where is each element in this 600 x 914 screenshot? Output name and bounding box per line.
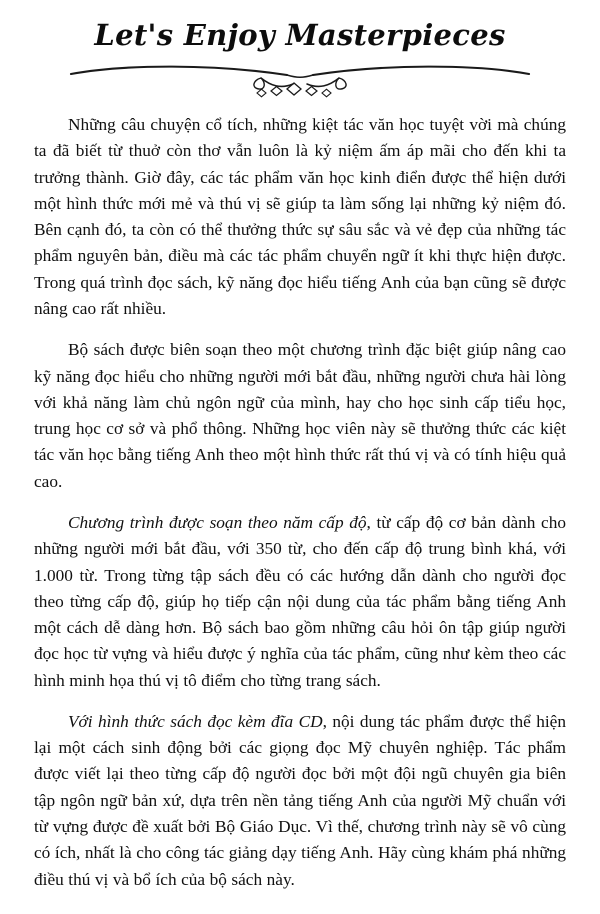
- paragraph-3-text: , từ cấp độ cơ bản dành cho những người mới bắt đầu, với 350 từ, cho đến cấp độ trung bình khá, với 1.000 từ. Trong từng tập sách đều có các hướng dẫn dành cho người đọc theo từng cấp độ, giúp họ tiếp cận nội dung của tác phẩm bằng tiếng Anh một cách dễ dàng hơn. Bộ sách bao gồm những câu hỏi ôn tập giúp người đọc học từ vựng và hiểu được ý nghĩa của tác phẩm, cũng như kèm theo các hình minh họa thú vị tô điểm cho từng trang sách.: [34, 512, 566, 690]
- paragraph-4-italic-lead: Với hình thức sách đọc kèm đĩa CD: [68, 711, 323, 731]
- paragraph-1: [34, 112, 566, 322]
- paragraph-2-text: Bộ sách được biên soạn theo một chương trình đặc biệt giúp nâng cao kỹ năng đọc hiểu cho những người mới bắt đầu, những người chưa hài lòng với khả năng làm chủ ngôn ngữ của mình, hay cho học sinh cấp tiểu học, trung học cơ sở và phổ thông. Những học viên này sẽ thưởng thức các kiệt tác văn học bằng tiếng Anh theo một hình thức rất thú vị và có tính hiệu quả cao.: [34, 340, 566, 491]
- decorative-flourish-divider: [34, 62, 566, 106]
- paragraph-3-italic-lead: Chương trình được soạn theo năm cấp độ: [68, 512, 367, 532]
- article-body: [34, 112, 566, 893]
- paragraph-3: [34, 510, 566, 694]
- paragraph-2: [34, 337, 566, 495]
- paragraph-1-text: Những câu chuyện cổ tích, những kiệt tác văn học tuyệt vời mà chúng ta đã biết từ thuở còn thơ vẫn luôn là kỷ niệm ấm áp mãi cho đến khi ta trưởng thành. Giờ đây, các tác phẩm văn học kinh điển được thể hiện dưới một hình thức mới mẻ và thú vị sẽ giúp ta làm sống lại những kỷ niệm đó. Bên cạnh đó, ta còn có thể thưởng thức sự sâu sắc và vẻ đẹp của những tác phẩm nguyên bản, điều mà các tác phẩm chuyển ngữ ít khi thực hiện được. Trong quá trình đọc sách, kỹ năng đọc hiểu tiếng Anh của bạn cũng sẽ được nâng cao rất nhiều.: [34, 115, 566, 318]
- paragraph-4-text: , nội dung tác phẩm được thể hiện lại một cách sinh động bởi các giọng đọc Mỹ chuyên nghiệp. Tác phẩm được viết lại theo từng cấp độ người đọc bởi một đội ngũ chuyên gia biên tập ngôn ngữ bản xứ, dựa trên nền tảng tiếng Anh của người Mỹ chuẩn với từ vựng được đề xuất bởi Bộ Giáo Dục. Vì thế, chương trình này sẽ vô cùng có ích, nhất là cho công tác giảng dạy tiếng Anh. Hãy cùng khám phá những điều thú vị và bổ ích của bộ sách này.: [34, 711, 566, 889]
- page-title: Let's Enjoy Masterpieces: [94, 18, 506, 52]
- paragraph-4: [34, 709, 566, 893]
